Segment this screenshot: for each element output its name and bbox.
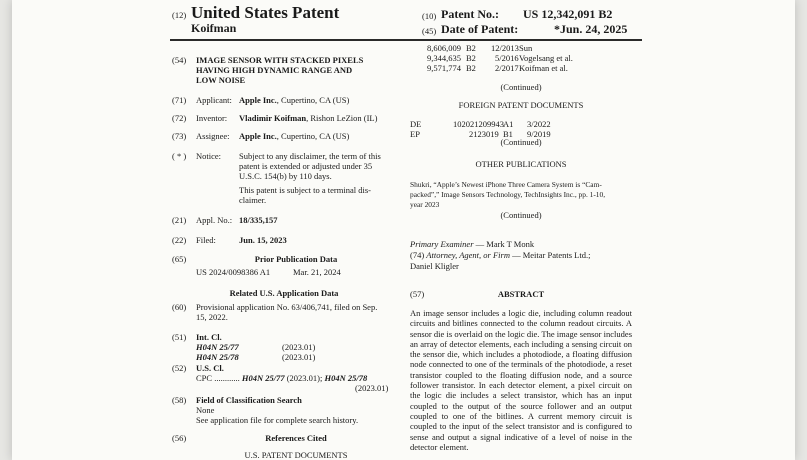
provisional-line: 15, 2022. — [196, 312, 228, 323]
reference-number: 9,344,635 — [427, 53, 461, 64]
reference-kind: B1 — [503, 129, 513, 139]
us-references-list — [410, 43, 630, 74]
assignee-code: (73) — [172, 131, 187, 141]
prior-publication-code: (65) — [172, 254, 187, 264]
assignee-name: Apple Inc. — [239, 131, 277, 141]
notice-text — [239, 151, 381, 182]
foreign-references-list — [410, 119, 630, 139]
patent-document-title: United States Patent — [191, 3, 340, 22]
provisional-text — [196, 302, 377, 322]
reference-date: 9/2019 — [527, 129, 551, 139]
cpc-code: H04N 25/77 — [241, 373, 285, 383]
application-number-label: Appl. No.: — [196, 215, 233, 225]
reference-country: DE — [410, 119, 422, 129]
int-cl-code: (51) — [172, 332, 187, 342]
continued-note: (Continued) — [500, 210, 542, 220]
date-of-patent-label: Date of Patent: — [441, 22, 519, 36]
reference-name: Vogelsang et al. — [519, 53, 573, 64]
provisional-line: Provisional application No. 63/406,741, filed on Sep. — [196, 302, 378, 312]
application-number-value: 18/335,157 — [239, 215, 278, 225]
references-title: References Cited — [265, 433, 327, 443]
attorney-label: Attorney, Agent, or Firm — [426, 250, 510, 260]
notice-code: ( * ) — [172, 151, 187, 161]
us-reference-row — [410, 53, 630, 63]
field-search-label: Field of Classification Search — [196, 395, 302, 405]
cpc-code: H04N 25/78 — [324, 373, 368, 383]
invention-title-line: IMAGE SENSOR WITH STACKED PIXELS — [196, 55, 364, 65]
attorney-line — [410, 250, 590, 260]
us-cl-code: (52) — [172, 363, 187, 373]
int-cl-code-value: H04N 25/78 — [196, 352, 239, 362]
terminal-disclaimer-text — [239, 185, 371, 205]
reference-number: 2123019 — [469, 129, 499, 139]
reference-number: 8,606,009 — [427, 43, 461, 53]
field-search-code: (58) — [172, 395, 187, 405]
us-cl-label: U.S. Cl. — [196, 363, 224, 373]
inventor-label: Inventor: — [196, 113, 228, 123]
reference-name: Koifman et al. — [519, 63, 568, 74]
field-search-none: None — [196, 405, 215, 415]
prior-publication-title: Prior Publication Data — [254, 254, 338, 264]
primary-examiner-label: Primary Examiner — [410, 239, 474, 249]
int-cl-year: (2023.01) — [282, 342, 316, 352]
terminal-disclaimer-line: This patent is subject to a terminal dis- — [239, 185, 371, 195]
provisional-code: (60) — [172, 302, 187, 312]
cpc-year: (2023.01) — [355, 383, 389, 393]
filed-code: (22) — [172, 235, 187, 245]
int-cl-year: (2023.01) — [282, 352, 316, 362]
reference-kind: A1 — [503, 119, 514, 129]
inventor-code: (72) — [172, 113, 187, 123]
abstract-title: ABSTRACT — [497, 289, 545, 299]
assignee-label: Assignee: — [196, 131, 230, 141]
attorney-value-continued: Daniel Kligler — [410, 261, 459, 271]
reference-kind: B2 — [466, 63, 476, 74]
invention-title-line: HAVING HIGH DYNAMIC RANGE AND — [196, 65, 353, 76]
field-search-note: See application file for complete search history. — [196, 415, 359, 425]
attorney-value: — Meitar Patents Ltd.; — [509, 250, 591, 260]
reference-number: 102021209943 — [453, 119, 504, 129]
notice-line: patent is extended or adjusted under 35 — [239, 161, 373, 172]
applicant-label: Applicant: — [196, 95, 232, 105]
application-number-code: (21) — [172, 215, 187, 225]
reference-name: Sun — [519, 43, 533, 53]
foreign-reference-row — [410, 119, 630, 129]
title-code: (54) — [172, 55, 187, 65]
assignee-value — [239, 131, 349, 141]
assignee-location: , Cupertino, CA (US) — [276, 131, 350, 141]
invention-title-line: LOW NOISE — [196, 75, 246, 86]
other-publication — [410, 180, 605, 209]
applicant-value — [239, 95, 349, 105]
us-reference-row — [410, 43, 630, 53]
filed-value: Jun. 15, 2023 — [239, 235, 287, 245]
date-code: (45) — [422, 26, 437, 36]
patent-page — [12, 0, 795, 460]
us-patent-documents-title: U.S. PATENT DOCUMENTS — [244, 450, 348, 460]
reference-kind: B2 — [466, 43, 476, 53]
int-cl-code-value: H04N 25/77 — [196, 342, 239, 352]
abstract-text: An image sensor includes a logic die, including column readout circuits and bitlines connected to the column readout circuits. A sensor die is overlaid on the logic die. The image sensor includes an array of detector elements, each including a sensing circuit on the sensor die, which includes a photodiode, a floating diffusion node connected to one of the terminals of the photodiode, a reset transistor coupled to the floating diffusion node, and a source follower transistor. In each detector element, a pixel circuit on the logic die includes a select transistor, which has an input coupled to the output of the source follower and an output coupled to one of the bitlines. A current memory circuit is coupled to the input of the select transistor and is configured to sense and output a signal indicative of a level of noise in the detector element. — [410, 308, 632, 452]
inventor-location: , Rishon LeZion (IL) — [306, 113, 378, 123]
foreign-documents-title: FOREIGN PATENT DOCUMENTS — [458, 100, 584, 110]
other-publication-line: Shukri, “Apple’s Newest iPhone Three Camera System is “Cam- — [410, 180, 602, 189]
reference-date: 12/2013 — [491, 43, 519, 53]
primary-examiner — [410, 239, 534, 249]
inventor-name: Vladimir Koifman — [239, 113, 307, 123]
other-publication-line: packed”,” Image Sensors Technology, TechInsights Inc., pp. 1-10, — [410, 189, 606, 199]
abstract-code: (57) — [410, 289, 425, 299]
terminal-disclaimer-line: claimer. — [239, 195, 267, 206]
applicant-name: Apple Inc. — [239, 95, 277, 105]
related-application-title: Related U.S. Application Data — [229, 288, 339, 298]
continued-note: (Continued) — [500, 82, 542, 92]
other-publications-title: OTHER PUBLICATIONS — [475, 159, 567, 169]
prior-publication-date: Mar. 21, 2024 — [293, 267, 341, 277]
notice-label: Notice: — [196, 151, 222, 161]
date-of-patent-value: *Jun. 24, 2025 — [554, 22, 628, 36]
reference-date: 5/2016 — [495, 53, 519, 64]
applicant-location: , Cupertino, CA (US) — [276, 95, 350, 105]
references-code: (56) — [172, 433, 187, 443]
prior-publication-number: US 2024/0098386 A1 — [196, 267, 271, 277]
other-publication-line: year 2023 — [410, 199, 440, 209]
patent-number-code: (10) — [422, 11, 437, 21]
attorney-code: (74) — [410, 250, 425, 260]
patent-number-label: Patent No.: — [441, 7, 499, 21]
patent-number-value: US 12,342,091 B2 — [523, 7, 613, 21]
inventor-short-name: Koifman — [191, 21, 237, 35]
primary-examiner-value: — Mark T Monk — [473, 239, 535, 249]
notice-line: Subject to any disclaimer, the term of this — [239, 151, 381, 161]
cpc-year: (2023.01); — [286, 373, 323, 383]
notice-line: U.S.C. 154(b) by 110 days. — [239, 171, 332, 182]
invention-title — [196, 55, 363, 86]
applicant-code: (71) — [172, 95, 187, 105]
reference-date: 2/2017 — [495, 63, 519, 74]
header-rule — [170, 39, 642, 41]
cpc-prefix: CPC ............ — [196, 373, 240, 383]
reference-number: 9,571,774 — [427, 63, 461, 74]
kind-code-number: (12) — [172, 10, 187, 20]
cpc-line — [196, 373, 367, 383]
us-reference-row — [410, 63, 630, 73]
filed-label: Filed: — [196, 235, 216, 245]
reference-date: 3/2022 — [527, 119, 551, 129]
int-cl-label: Int. Cl. — [196, 332, 222, 342]
continued-note: (Continued) — [500, 137, 542, 147]
inventor-value — [239, 113, 377, 123]
reference-kind: B2 — [466, 53, 476, 64]
reference-country: EP — [410, 129, 420, 139]
